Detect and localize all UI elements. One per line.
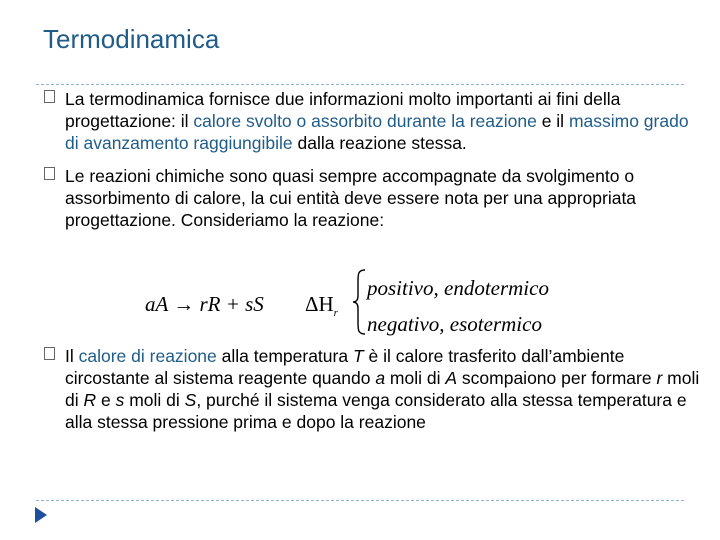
square-bullet-icon bbox=[44, 347, 55, 360]
text-span: dalla reazione stessa. bbox=[292, 133, 467, 153]
text-span: , purché il sistema venga considerato alla stessa temperatura e alla stessa pressione prima e dopo la reazione bbox=[65, 390, 687, 432]
reaction-formula: aA → rR + sS bbox=[145, 292, 264, 316]
square-bullet-icon bbox=[44, 167, 55, 180]
italic-span: T bbox=[352, 346, 364, 366]
reaction-equation bbox=[145, 266, 585, 338]
text-span: moli di bbox=[65, 368, 700, 410]
enthalpy-symbol bbox=[305, 292, 338, 319]
highlight-span: massimo grado di avanzamento raggiungibile bbox=[65, 111, 689, 153]
bullet-1-text bbox=[65, 88, 704, 154]
text-span: è il calore trasferito dall’ambiente circostante al sistema reagente quando bbox=[65, 346, 625, 388]
bullet-2-text bbox=[65, 165, 704, 231]
text-span: La termodinamica fornisce due informazioni molto importanti ai fini della progettazione: il bbox=[65, 89, 621, 131]
text-span: e bbox=[96, 390, 116, 410]
italic-span: r bbox=[656, 368, 663, 388]
text-span: alla temperatura bbox=[216, 346, 353, 366]
top-divider bbox=[36, 84, 684, 85]
bullet-1 bbox=[44, 88, 704, 154]
highlight-span: calore svolto o assorbito durante la reazione bbox=[193, 111, 537, 131]
bullet-3-text bbox=[65, 345, 704, 433]
slide-title: Termodinamica bbox=[43, 24, 220, 54]
case-positive: positivo, endotermico bbox=[367, 276, 549, 300]
bullet-2 bbox=[44, 165, 704, 231]
case-negative: negativo, esotermico bbox=[367, 312, 542, 336]
italic-span: R bbox=[83, 390, 97, 410]
text-span: Le reazioni chimiche sono quasi sempre accompagnate da svolgimento o assorbimento di calore, la cui entità deve essere nota per una appropriata progettazione. Consideriamo la reazione: bbox=[65, 166, 637, 230]
delta-h: ΔH bbox=[305, 292, 334, 316]
text-span: Il bbox=[65, 346, 79, 366]
text-span: e il bbox=[536, 111, 569, 131]
italic-span: A bbox=[445, 368, 458, 388]
delta-h-subscript: r bbox=[333, 307, 338, 320]
bottom-divider bbox=[36, 500, 684, 501]
italic-span: a bbox=[375, 368, 386, 388]
curly-brace-icon bbox=[351, 268, 367, 336]
text-span: moli di bbox=[385, 368, 446, 388]
text-span: scompaiono per formare bbox=[457, 368, 657, 388]
italic-span: s bbox=[115, 390, 125, 410]
triangle-right-icon[interactable] bbox=[34, 506, 48, 524]
square-bullet-icon bbox=[44, 90, 55, 103]
bullet-3 bbox=[44, 345, 704, 433]
highlight-span: calore di reazione bbox=[78, 346, 217, 366]
italic-span: S bbox=[184, 390, 197, 410]
text-span: moli di bbox=[124, 390, 185, 410]
